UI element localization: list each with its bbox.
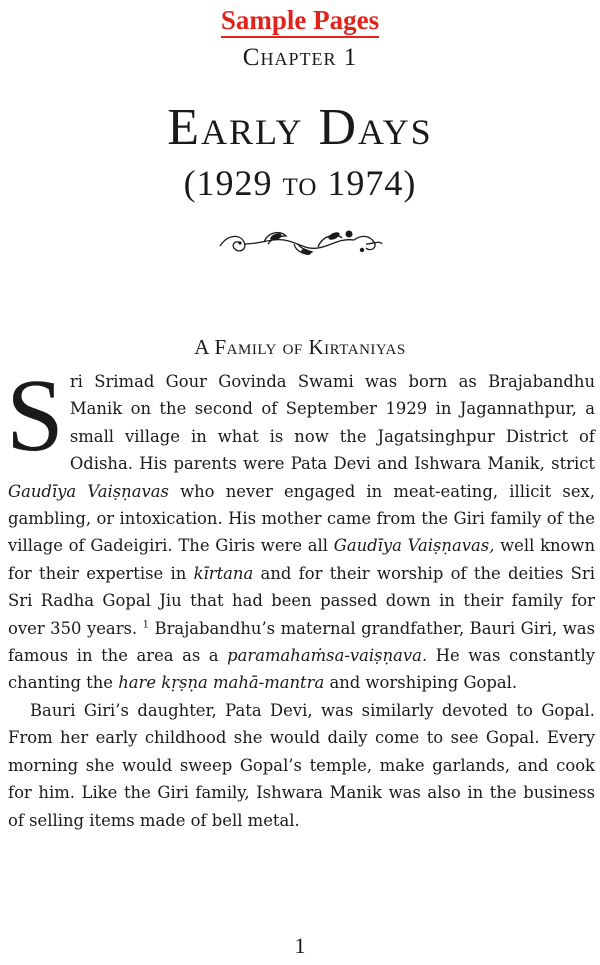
sample-pages-banner <box>0 4 600 36</box>
sample-pages-label: Sample Pages <box>221 5 379 38</box>
drop-cap: S <box>6 358 64 473</box>
floral-vine-ornament-icon <box>214 222 386 264</box>
page-number: 1 <box>294 933 306 958</box>
text-run: Brajabandhu’s maternal grandfather, Bauri Giri, was famous in the area as a <box>8 618 595 666</box>
italic-term: kīrtana <box>193 563 254 583</box>
italic-term: paramahaṁsa-vaiṣṇava. <box>227 646 428 666</box>
body-text <box>6 358 596 834</box>
paragraph-1 <box>6 358 596 697</box>
text-run: ri Srimad Gour Govinda Swami was born as Brajabandhu Manik on the second of September 1929 in Jagannathpur, a small village in what is now the Jagatsinghpur District of Odisha. His parents were Pata Devi and Ishwara Manik, strict <box>69 372 595 474</box>
section-heading: A Family of Kirtaniyas <box>194 335 406 359</box>
text-run: and for their worship of the deities Sri Sri Radha Gopal Jiu that had been passed down in their family for over 350 years. <box>8 563 595 638</box>
chapter-title: Early Days <box>167 99 433 156</box>
text-run: who never engaged in meat-eating, illicit sex, gambling, or intoxication. His mother came from the Giri family of the village of Gadeigiri. The Giris were all <box>8 481 595 556</box>
text-run: He was constantly chanting the <box>8 646 596 693</box>
text-run: and worshiping Gopal. <box>324 673 518 693</box>
footnote-marker[interactable]: 1 <box>142 619 150 631</box>
chapter-subtitle: (1929 to 1974) <box>183 163 417 203</box>
text-run: well known for their expertise in <box>8 536 596 583</box>
paragraph-2: Bauri Giri’s daughter, Pata Devi, was similarly devoted to Gopal. From her early childhood she would daily come to see Gopal. Every morning she would sweep Gopal’s temple, make garlands, and cook for him. Like the Giri family, Ishwara Manik was also in the business of selling items made of bell metal. <box>8 700 595 830</box>
chapter-label: Chapter 1 <box>242 44 358 71</box>
italic-term: Gaudīya Vaiṣṇavas, <box>333 536 495 556</box>
italic-term: hare kṛṣṇa mahā-mantra <box>118 673 325 693</box>
italic-term: Gaudīya Vaiṣṇavas <box>8 481 169 501</box>
